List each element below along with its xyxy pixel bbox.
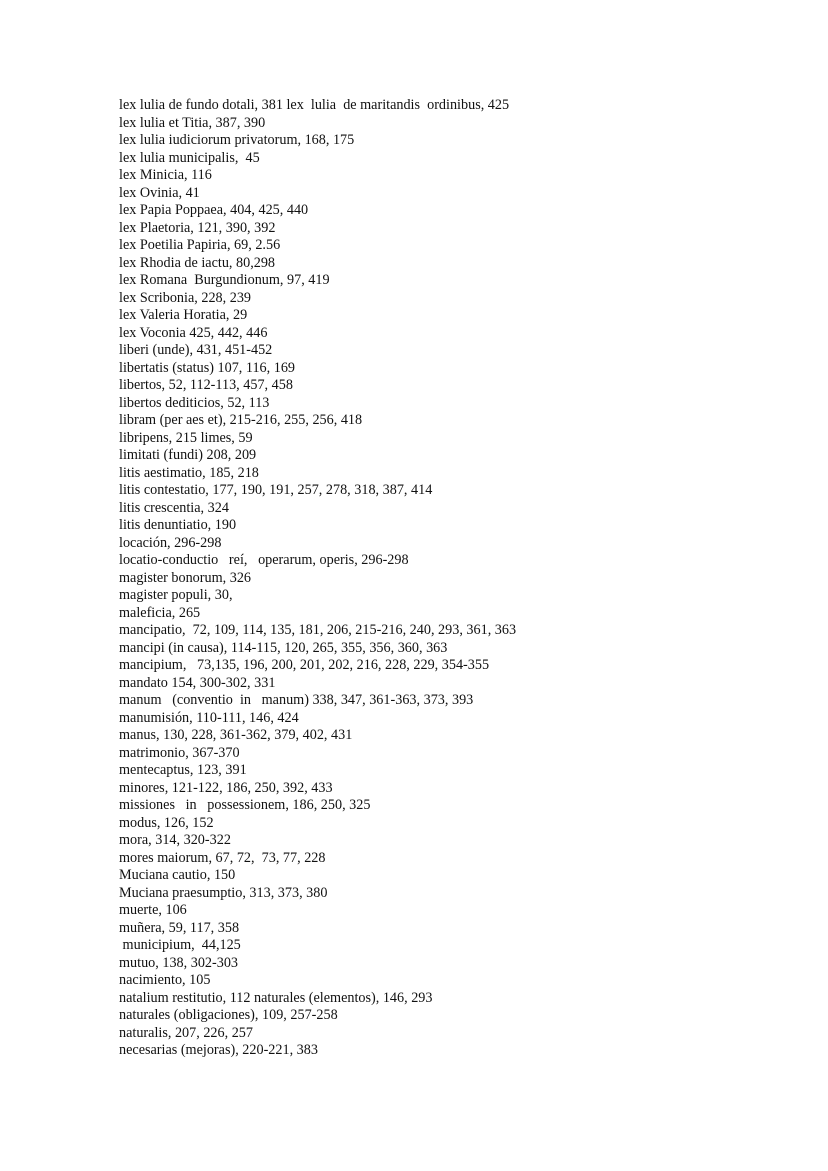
index-entry: litis crescentia, 324 bbox=[119, 499, 229, 516]
index-entry: litis contestatio, 177, 190, 191, 257, 278, 318, 387, 414 bbox=[119, 482, 433, 498]
index-entry: lex lulia iudiciorum privatorum, 168, 175 bbox=[119, 132, 355, 148]
index-entry: lex Scribonia, 228, 239 bbox=[119, 289, 252, 306]
index-entry: libertos dediticios, 52, 113 bbox=[119, 394, 270, 411]
index-entry: maleficia, 265 bbox=[119, 604, 201, 621]
index-entry: locatio-conductio reí, operarum, operis, 296-298 bbox=[119, 552, 409, 568]
index-entry: limitati (fundi) 208, 209 bbox=[119, 447, 257, 463]
index-entry: lex Plaetoria, 121, 390, 392 bbox=[119, 219, 276, 236]
index-entry: mancipatio, 72, 109, 114, 135, 181, 206, 215-216, 240, 293, 361, 363 bbox=[119, 622, 517, 638]
index-entry: mandato 154, 300-302, 331 bbox=[119, 674, 276, 691]
index-entry: magister populi, 30, bbox=[119, 587, 233, 603]
index-entry: naturales (obligaciones), 109, 257-258 bbox=[119, 1007, 338, 1023]
index-entry: manumisión, 110-111, 146, 424 bbox=[119, 709, 299, 726]
index-entry: necesarias (mejoras), 220-221, 383 bbox=[119, 1042, 318, 1058]
index-entry: Muciana cautio, 150 bbox=[119, 867, 236, 883]
index-entry: natalium restitutio, 112 naturales (elementos), 146, 293 bbox=[119, 989, 433, 1006]
index-entry: lex Ovinia, 41 bbox=[119, 184, 200, 201]
index-entry: muerte, 106 bbox=[119, 902, 187, 918]
index-entry: lex Valeria Horatia, 29 bbox=[119, 307, 248, 323]
index-entry: litis aestimatio, 185, 218 bbox=[119, 464, 259, 481]
index-entry: mancipium, 73,135, 196, 200, 201, 202, 216, 228, 229, 354-355 bbox=[119, 657, 490, 673]
index-entry: municipium, 44,125 bbox=[119, 937, 241, 953]
index-entry: litis denuntiatio, 190 bbox=[119, 517, 237, 533]
index-entry: muñera, 59, 117, 358 bbox=[119, 919, 240, 936]
index-entry: libertos, 52, 112-113, 457, 458 bbox=[119, 377, 293, 393]
index-entry: locación, 296-298 bbox=[119, 534, 222, 551]
index-entry: lex Voconia 425, 442, 446 bbox=[119, 324, 268, 341]
index-entry: modus, 126, 152 bbox=[119, 814, 214, 831]
index-entry: mentecaptus, 123, 391 bbox=[119, 762, 247, 778]
index-entry: liberi (unde), 431, 451-452 bbox=[119, 342, 273, 358]
index-entry: mancipi (in causa), 114-115, 120, 265, 355, 356, 360, 363 bbox=[119, 639, 448, 656]
index-entry: libertatis (status) 107, 116, 169 bbox=[119, 359, 296, 376]
index-entry: nacimiento, 105 bbox=[119, 972, 211, 988]
index-entry: missiones in possessionem, 186, 250, 325 bbox=[119, 797, 371, 813]
index-entry: lex Poetilia Papiria, 69, 2.56 bbox=[119, 237, 281, 253]
index-entry: magister bonorum, 326 bbox=[119, 569, 252, 586]
index-entry: lex lulia de fundo dotali, 381 lex lulia de maritandis ordinibus, 425 bbox=[119, 97, 510, 113]
index-entry: lex lulia et Titia, 387, 390 bbox=[119, 114, 266, 131]
index-entry: libram (per aes et), 215-216, 255, 256, 418 bbox=[119, 412, 363, 428]
index-entry: manus, 130, 228, 361-362, 379, 402, 431 bbox=[119, 727, 353, 743]
index-entry: mores maiorum, 67, 72, 73, 77, 228 bbox=[119, 849, 326, 866]
index-entry: lex lulia municipalis, 45 bbox=[119, 149, 260, 166]
index-entry: lex Papia Poppaea, 404, 425, 440 bbox=[119, 202, 309, 218]
index-entry: lex Rhodia de iactu, 80,298 bbox=[119, 254, 276, 271]
index-entry: libripens, 215 limes, 59 bbox=[119, 429, 253, 446]
index-entry: naturalis, 207, 226, 257 bbox=[119, 1024, 253, 1041]
index-entry: mutuo, 138, 302-303 bbox=[119, 954, 239, 971]
index-entry-list bbox=[119, 97, 516, 1060]
index-entry: lex Minicia, 116 bbox=[119, 167, 212, 183]
index-entry: minores, 121-122, 186, 250, 392, 433 bbox=[119, 779, 333, 796]
index-entry: Muciana praesumptio, 313, 373, 380 bbox=[119, 884, 328, 901]
index-entry: mora, 314, 320-322 bbox=[119, 832, 231, 848]
index-entry: lex Romana Burgundionum, 97, 419 bbox=[119, 272, 330, 288]
index-entry: manum (conventio in manum) 338, 347, 361-363, 373, 393 bbox=[119, 692, 474, 708]
index-entry: matrimonio, 367-370 bbox=[119, 744, 240, 761]
